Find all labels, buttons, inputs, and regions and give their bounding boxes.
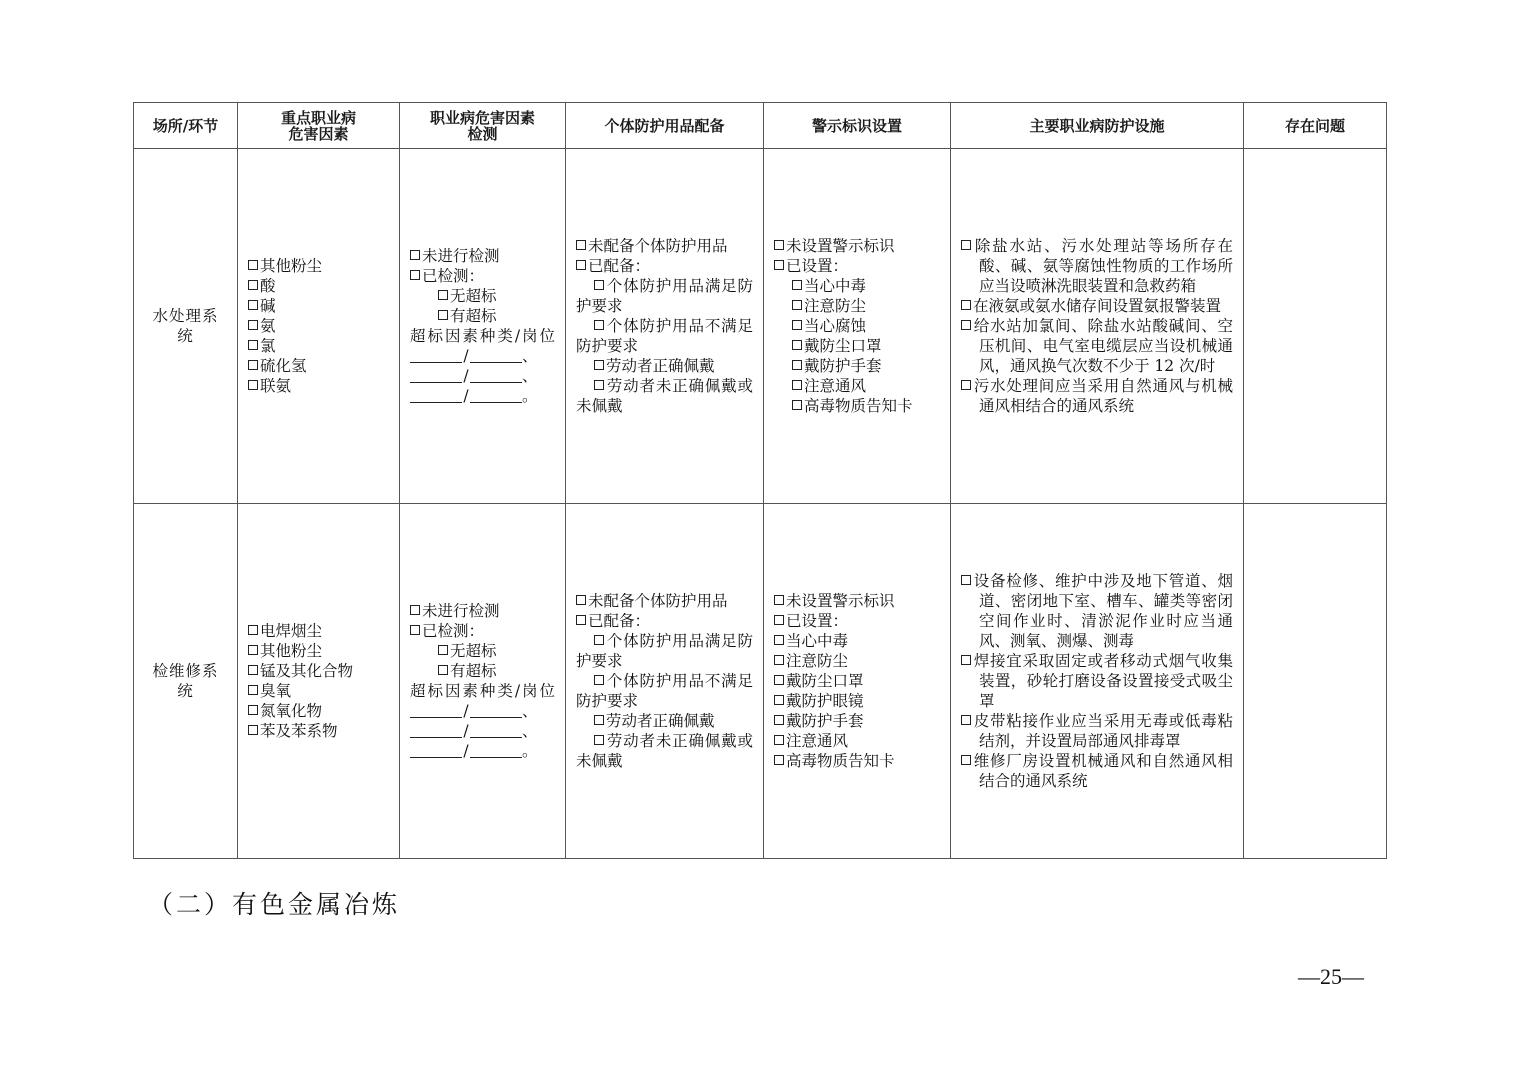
ppe-not-meet-option-text: 个体防护用品不满足防护要求 — [576, 317, 753, 355]
issues-cell — [1244, 504, 1387, 859]
measure-item-text: 维修厂房设置机械通风和自然通风相结合的通风系统 — [973, 752, 1233, 790]
ppe-meet-option — [576, 276, 753, 316]
checkbox-icon[interactable] — [961, 300, 971, 310]
hazard-item-text: 锰及其化合物 — [260, 662, 354, 680]
checkbox-icon[interactable] — [594, 735, 604, 745]
checkbox-icon[interactable] — [792, 400, 802, 410]
fill-line — [410, 741, 555, 761]
measure-item — [961, 376, 1233, 416]
blank-field[interactable] — [410, 723, 462, 738]
page-number: —25— — [1298, 964, 1364, 989]
exceed-option-text: 有超标 — [450, 662, 497, 680]
hazard-item — [248, 356, 389, 376]
checkbox-icon[interactable] — [248, 340, 258, 350]
checkbox-icon[interactable] — [248, 300, 258, 310]
line-end-mark: 。 — [522, 742, 538, 760]
exceed-note: 超标因素种类/岗位 — [410, 682, 555, 700]
checkbox-icon[interactable] — [961, 755, 971, 765]
checkbox-icon[interactable] — [774, 595, 784, 605]
sign-item-text: 注意通风 — [804, 377, 867, 395]
checkbox-icon[interactable] — [774, 675, 784, 685]
checkbox-icon[interactable] — [774, 695, 784, 705]
checkbox-icon[interactable] — [594, 280, 604, 290]
checkbox-icon[interactable] — [774, 755, 784, 765]
sign-item — [774, 631, 940, 651]
checkbox-icon[interactable] — [594, 635, 604, 645]
checkbox-icon[interactable] — [248, 725, 258, 735]
not-tested-option — [410, 601, 555, 621]
hazards-cell — [238, 149, 400, 504]
signs-none-option-text: 未设置警示标识 — [786, 237, 895, 255]
hazard-item-text: 电焊烟尘 — [260, 622, 323, 640]
checkbox-icon[interactable] — [792, 380, 802, 390]
header-place: 场所/环节 — [134, 103, 238, 149]
checkbox-icon[interactable] — [438, 290, 448, 300]
fill-line — [410, 721, 555, 741]
place-cell: 检维修系统 — [134, 504, 238, 859]
tested-option-text: 已检测： — [422, 622, 485, 640]
blank-field[interactable] — [410, 743, 462, 758]
checkbox-icon[interactable] — [594, 360, 604, 370]
hazard-item — [248, 661, 389, 681]
signs-set-option — [774, 611, 940, 631]
line-end-mark: 。 — [522, 387, 538, 405]
sign-item — [774, 731, 940, 751]
measure-item — [961, 296, 1233, 316]
exceed-option — [410, 661, 555, 681]
fill-line — [410, 346, 555, 366]
hazard-item — [248, 721, 389, 741]
checkbox-icon[interactable] — [961, 380, 971, 390]
occupational-hazard-table — [133, 102, 1387, 859]
checkbox-icon[interactable] — [961, 715, 971, 725]
checkbox-icon[interactable] — [438, 665, 448, 675]
measure-item-text: 设备检修、维护中涉及地下管道、烟道、密闭地下室、槽车、罐类等密闭空间作业时、清淤泥作业时应当通风、测氧、测爆、测毒 — [973, 572, 1233, 650]
no-exceed-option — [410, 286, 555, 306]
sign-item-text: 高毒物质告知卡 — [786, 752, 895, 770]
measure-item-text: 皮带粘接作业应当采用无毒或低毒粘结剂，并设置局部通风排毒罩 — [973, 712, 1233, 750]
ppe-correct-option-text: 劳动者正确佩戴 — [606, 712, 715, 730]
sign-item-text: 当心中毒 — [804, 277, 867, 295]
ppe-none-option — [576, 591, 753, 611]
hazard-item-text: 氮氧化物 — [260, 702, 323, 720]
checkbox-icon[interactable] — [774, 260, 784, 270]
ppe-none-option-text: 未配备个体防护用品 — [588, 237, 728, 255]
checkbox-icon[interactable] — [248, 280, 258, 290]
sign-item-text: 戴防尘口罩 — [786, 672, 864, 690]
measure-item — [961, 571, 1233, 651]
exceed-option — [410, 306, 555, 326]
tested-option-text: 已检测： — [422, 267, 485, 285]
measure-item — [961, 711, 1233, 751]
checkbox-icon[interactable] — [248, 625, 258, 635]
tested-option — [410, 266, 555, 286]
line-end-mark: 、 — [522, 702, 538, 720]
sign-item-text: 当心中毒 — [786, 632, 849, 650]
blank-field[interactable] — [470, 388, 522, 403]
measure-item — [961, 751, 1233, 791]
ppe-cell — [566, 504, 764, 859]
measure-item — [961, 651, 1233, 711]
sign-item — [774, 396, 940, 416]
blank-field[interactable] — [470, 368, 522, 383]
hazards-cell — [238, 504, 400, 859]
blank-field[interactable] — [470, 348, 522, 363]
place-cell: 水处理系统 — [134, 149, 238, 504]
blank-field[interactable] — [410, 388, 462, 403]
checkbox-icon[interactable] — [248, 260, 258, 270]
checkbox-icon[interactable] — [438, 310, 448, 320]
sign-item — [774, 316, 940, 336]
measure-item — [961, 236, 1233, 296]
checkbox-icon[interactable] — [792, 340, 802, 350]
sign-item-text: 注意防尘 — [804, 297, 867, 315]
signs-none-option — [774, 236, 940, 256]
header-ppe: 个体防护用品配备 — [566, 103, 764, 149]
hazard-item — [248, 276, 389, 296]
checkbox-icon[interactable] — [410, 270, 420, 280]
sign-item-text: 注意通风 — [786, 732, 849, 750]
checkbox-icon[interactable] — [576, 615, 586, 625]
ppe-incorrect-option-text: 劳动者未正确佩戴或未佩戴 — [576, 377, 753, 415]
table-header-row — [134, 103, 1387, 149]
checkbox-icon[interactable] — [594, 675, 604, 685]
tested-option — [410, 621, 555, 641]
ppe-meet-option-text: 个体防护用品满足防护要求 — [576, 277, 753, 315]
signs-cell — [764, 149, 951, 504]
measure-item-text: 在液氨或氨水储存间设置氨报警装置 — [973, 297, 1222, 315]
checkbox-icon[interactable] — [774, 615, 784, 625]
checkbox-icon[interactable] — [792, 320, 802, 330]
exceed-note: 超标因素种类/岗位 — [410, 327, 555, 345]
no-exceed-option-text: 无超标 — [450, 287, 497, 305]
header-hazards: 重点职业病 危害因素 — [238, 103, 400, 149]
checkbox-icon[interactable] — [410, 625, 420, 635]
sign-item-text: 当心腐蚀 — [804, 317, 867, 335]
sign-item — [774, 276, 940, 296]
hazard-item — [248, 641, 389, 661]
ppe-meet-option — [576, 631, 753, 671]
measures-cell — [951, 504, 1244, 859]
hazard-item — [248, 336, 389, 356]
ppe-not-meet-option-text: 个体防护用品不满足防护要求 — [576, 672, 753, 710]
checkbox-icon[interactable] — [248, 380, 258, 390]
hazard-item-text: 其他粉尘 — [260, 257, 323, 275]
issues-cell — [1244, 149, 1387, 504]
hazard-item-text: 臭氧 — [260, 682, 292, 700]
slash-separator: / — [463, 387, 469, 405]
checkbox-icon[interactable] — [774, 715, 784, 725]
checkbox-icon[interactable] — [438, 645, 448, 655]
checkbox-icon[interactable] — [410, 605, 420, 615]
measure-item-text: 除盐水站、污水处理站等场所存在酸、碱、氨等腐蚀性物质的工作场所应当设喷淋洗眼装置和急救药箱 — [973, 237, 1233, 295]
checkbox-icon[interactable] — [961, 240, 971, 250]
hazard-item-text: 硫化氢 — [260, 357, 307, 375]
blank-field[interactable] — [470, 723, 522, 738]
ppe-correct-option — [576, 711, 753, 731]
slash-separator: / — [463, 742, 469, 760]
checkbox-icon[interactable] — [774, 735, 784, 745]
sign-item — [774, 651, 940, 671]
measure-item-text: 给水站加氯间、除盐水站酸碱间、空压机间、电气室电缆层应当设机械通风，通风换气次数不少于 12 次/时 — [973, 317, 1233, 375]
ppe-cell — [566, 149, 764, 504]
fill-line — [410, 701, 555, 721]
ppe-meet-option-text: 个体防护用品满足防护要求 — [576, 632, 753, 670]
ppe-incorrect-option-text: 劳动者未正确佩戴或未佩戴 — [576, 732, 753, 770]
ppe-none-option — [576, 236, 753, 256]
checkbox-icon[interactable] — [594, 715, 604, 725]
line-end-mark: 、 — [522, 347, 538, 365]
hazard-item — [248, 316, 389, 336]
not-tested-option-text: 未进行检测 — [422, 247, 500, 265]
hazard-item — [248, 296, 389, 316]
hazard-item — [248, 256, 389, 276]
measure-item-text: 污水处理间应当采用自然通风与机械通风相结合的通风系统 — [973, 377, 1233, 415]
checkbox-icon[interactable] — [594, 380, 604, 390]
checkbox-icon[interactable] — [410, 250, 420, 260]
line-end-mark: 、 — [522, 722, 538, 740]
checkbox-icon[interactable] — [774, 635, 784, 645]
hazard-item-text: 氨 — [260, 317, 276, 335]
ppe-not-meet-option — [576, 671, 753, 711]
checkbox-icon[interactable] — [961, 575, 971, 585]
slash-separator: / — [463, 367, 469, 385]
hazard-item — [248, 621, 389, 641]
hazard-item-text: 联氨 — [260, 377, 292, 395]
ppe-none-option-text: 未配备个体防护用品 — [588, 592, 728, 610]
sign-item-text: 戴防护手套 — [786, 712, 864, 730]
sign-item-text: 戴防护手套 — [804, 357, 882, 375]
blank-field[interactable] — [410, 368, 462, 383]
sign-item — [774, 711, 940, 731]
ppe-not-meet-option — [576, 316, 753, 356]
checkbox-icon[interactable] — [792, 300, 802, 310]
hazard-item-text: 其他粉尘 — [260, 642, 323, 660]
sign-item — [774, 336, 940, 356]
measures-cell — [951, 149, 1244, 504]
sign-item-text: 戴防护眼镜 — [786, 692, 864, 710]
sign-item — [774, 376, 940, 396]
hazard-item-text: 碱 — [260, 297, 276, 315]
checkbox-icon[interactable] — [792, 280, 802, 290]
checkbox-icon[interactable] — [774, 240, 784, 250]
signs-set-option-text: 已设置： — [786, 257, 849, 275]
detection-cell — [400, 149, 566, 504]
table-row — [134, 504, 1387, 859]
ppe-equipped-option — [576, 611, 753, 631]
slash-separator: / — [463, 722, 469, 740]
signs-none-option — [774, 591, 940, 611]
sign-item-text: 高毒物质告知卡 — [804, 397, 913, 415]
hazard-item-text: 氯 — [260, 337, 276, 355]
sign-item — [774, 751, 940, 771]
checkbox-icon[interactable] — [248, 665, 258, 675]
checkbox-icon[interactable] — [576, 595, 586, 605]
not-tested-option — [410, 246, 555, 266]
checkbox-icon[interactable] — [576, 260, 586, 270]
ppe-equipped-option-text: 已配备： — [588, 257, 651, 275]
hazard-item — [248, 681, 389, 701]
detection-cell — [400, 504, 566, 859]
sign-item — [774, 691, 940, 711]
signs-set-option — [774, 256, 940, 276]
checkbox-icon[interactable] — [576, 240, 586, 250]
header-detection: 职业病危害因素 检测 — [400, 103, 566, 149]
signs-none-option-text: 未设置警示标识 — [786, 592, 895, 610]
line-end-mark: 、 — [522, 367, 538, 385]
ppe-equipped-option-text: 已配备： — [588, 612, 651, 630]
header-issues: 存在问题 — [1244, 103, 1387, 149]
hazard-item — [248, 376, 389, 396]
sign-item-text: 戴防尘口罩 — [804, 337, 882, 355]
checkbox-icon[interactable] — [774, 655, 784, 665]
ppe-incorrect-option — [576, 731, 753, 771]
section-heading: （二）有色金属冶炼 — [148, 890, 401, 919]
checkbox-icon[interactable] — [961, 655, 971, 665]
measure-item-text: 焊接宜采取固定或者移动式烟气收集装置，砂轮打磨设备设置接受式吸尘罩 — [973, 652, 1233, 710]
blank-field[interactable] — [410, 348, 462, 363]
blank-field[interactable] — [470, 743, 522, 758]
checkbox-icon[interactable] — [961, 320, 971, 330]
signs-set-option-text: 已设置： — [786, 612, 849, 630]
ppe-correct-option-text: 劳动者正确佩戴 — [606, 357, 715, 375]
sign-item — [774, 296, 940, 316]
sign-item — [774, 671, 940, 691]
no-exceed-option — [410, 641, 555, 661]
ppe-incorrect-option — [576, 376, 753, 416]
signs-cell — [764, 504, 951, 859]
exceed-option-text: 有超标 — [450, 307, 497, 325]
no-exceed-option-text: 无超标 — [450, 642, 497, 660]
hazard-item-text: 酸 — [260, 277, 276, 295]
header-signs: 警示标识设置 — [764, 103, 951, 149]
measure-item — [961, 316, 1233, 376]
slash-separator: / — [463, 347, 469, 365]
table-row — [134, 149, 1387, 504]
checkbox-icon[interactable] — [248, 645, 258, 655]
ppe-equipped-option — [576, 256, 753, 276]
hazard-item — [248, 701, 389, 721]
checkbox-icon[interactable] — [792, 360, 802, 370]
sign-item — [774, 356, 940, 376]
checkbox-icon[interactable] — [248, 360, 258, 370]
header-measures: 主要职业病防护设施 — [951, 103, 1244, 149]
checkbox-icon[interactable] — [248, 685, 258, 695]
checkbox-icon[interactable] — [248, 320, 258, 330]
hazard-item-text: 苯及苯系物 — [260, 722, 338, 740]
ppe-correct-option — [576, 356, 753, 376]
not-tested-option-text: 未进行检测 — [422, 602, 500, 620]
blank-field[interactable] — [410, 703, 462, 718]
slash-separator: / — [463, 702, 469, 720]
fill-line — [410, 366, 555, 386]
sign-item-text: 注意防尘 — [786, 652, 849, 670]
checkbox-icon[interactable] — [248, 705, 258, 715]
fill-line — [410, 386, 555, 406]
checkbox-icon[interactable] — [594, 320, 604, 330]
blank-field[interactable] — [470, 703, 522, 718]
